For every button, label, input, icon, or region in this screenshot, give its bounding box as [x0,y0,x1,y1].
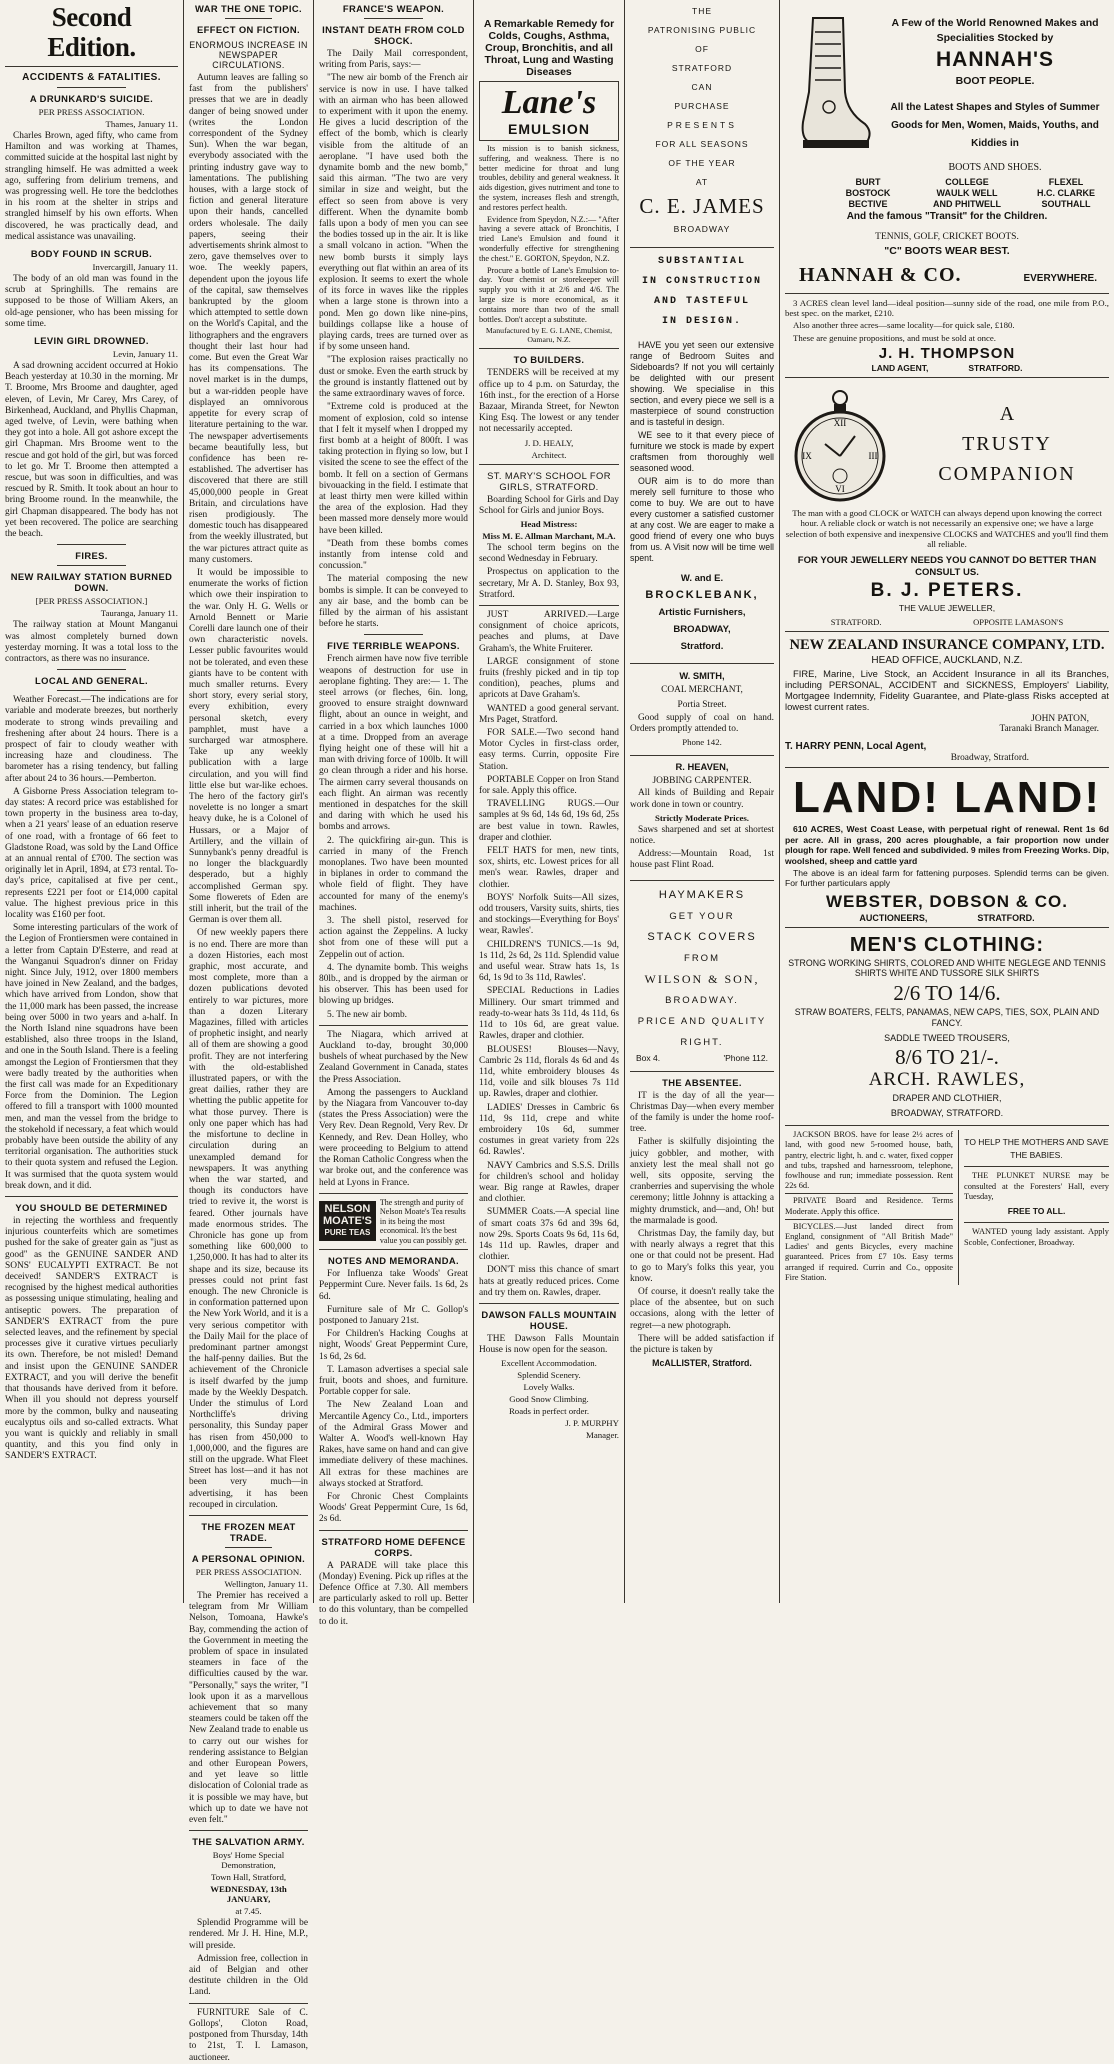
hannahs-ad-top [785,2,1109,177]
advert-text: Address:—Mountain Road, 1st house past Flint Road. [630,849,774,871]
column-4 [474,0,624,1603]
classified-ad: JACKSON BROS. have for lease 2½ acres of land, with good new 5-roomed house, bath, pantry, electric light, h. and c. water, fixed copper and tubs, trapshed and harnessroom, telephone, fowlhouse and run; immediate possession. Rent 22s 6d. [785,1130,953,1191]
advert-line: Town Hall, Stratford, [210,1872,287,1883]
advert-text: Admission free, collection in aid of Belgian and other destitute children in the Old Land. [189,1953,308,1998]
logo-line: PURE TEAS [324,1228,371,1238]
note-item: For Children's Hacking Coughs at night, Woods' Great Peppermint Cure, 1s 6d, 2s 6d. [319,1329,468,1362]
ad-line: TENNIS, GOLF, CRICKET BOOTS. [875,232,1019,242]
press-association: [PER PRESS ASSOCIATION.] [35,596,148,607]
classified-ad: LARGE consignment of stone fruits (freshly picked and in tip top condition), peaches, plums and apricots at Dave Graham's. [479,656,619,701]
article-kicker: WAR THE ONE TOPIC. [194,3,303,14]
dateline: Tauranga, January 11. [100,608,178,619]
article-text: "The explosion raises practically no dust or smoke. Even the earth struck by the ground is instantly flattened out by the same extraordinary waves of force. [319,355,468,400]
article-text: 2. The quickfiring air-gun. This is carried in many of the French monoplanes. Two have been mounted in biplanes in order to command the whole field of flight. They have accounted for many of the enemy's machines. [319,835,468,913]
article-text: 3. The shell pistol, reserved for action against the Zeppelins. A lucky shot from one of these will put a Zeppelin out of action. [319,916,468,960]
ad-name: R. HEAVEN, [675,761,729,773]
advert-heading: DAWSON FALLS MOUNTAIN HOUSE. [481,1308,617,1331]
article-kicker: FRANCE'S WEAPON. [342,3,445,14]
advert-text: Its mission is to banish sickness, suffering, and weakness. There is no better medicine for throat and lung troubles, debility and general weakness. It aids digestion, gives nutriment and tone to the system, increases flesh and strength, and restores perfect health. [479,144,619,212]
article-heading: THE FROZEN MEAT TRADE. [201,1521,296,1543]
advert-heading: A Remarkable Remedy for Colds, Coughs, Asthma, Croup, Bronchitis, and all Throat, Lung and Wasting Diseases [483,18,615,78]
note-item: The New Zealand Loan and Mercantile Agency Co., Ltd., importers of the Admiral Grass Mower and Walter A. Wood's well-known Hay Rakes, have same on hand and can give immediate delivery of these machines. All extras for these machines are always stocked at Stratford. [319,1400,468,1489]
advert-text: All kinds of Building and Repair work done in town or country. [630,788,774,810]
brand-name: WAULK WELL [936,188,998,198]
heaven-ad [630,760,774,788]
advert-line: Lovely Walks. [523,1382,575,1393]
advert-text: FIRE, Marine, Live Stock, an Accident Insurance in all its Branches, including PERSONAL, ACCIDENT and SICKNESS, Employers' Liability, Mortgagee Indemnity, Fidelity Guarantee, and Plate-glass Risks accepted at lowest current rates. [785,668,1109,713]
article-text: "Death from these bombs comes instantly from intense cold and concussion." [319,538,468,572]
ad-name: McALLISTER, Stratford. [652,1358,752,1369]
ad-line: STACK COVERS [647,930,757,943]
ad-line: Artistic Furnishers, [658,607,746,618]
advert-text: in rejecting the worthless and frequently injurious counterfeits which are sometimes pushed for the sake of greater gain as "just as good" as the GENUINE SANDER AND SONS' EUCALYPTI EXTRACT. Be not deceived! SANDER'S EXTRACT is recognised by the highest medical authorities as possessing unique stimulating, healing and antiseptic powers. The preparation of SANDER'S EXTRACT from the pure selected leaves, and the refinement by special processes give it curative virtues peculiarly its own. Therefore, be not misled! Demand and insist upon the GENUINE SANDER EXTRACT, and you will derive the benefit that thousands have derived from it before. When ill you should not depress yourself more by the common, bulky and nauseating eucalyptus oils and so-called extracts. What you want is quickly and reliably in small quantity, and this you find only in SANDER'S EXTRACT. [5,1216,178,1462]
advert-text: The school term begins on the second Wednesday in February. [479,542,619,565]
edition-title: Second Edition. [47,2,136,62]
ad-name: NEW ZEALAND INSURANCE COMPANY, LTD. [789,637,1105,654]
section-heading: ACCIDENTS & FATALITIES. [22,72,161,83]
logo-text: Lane's [501,84,597,121]
ad-name: J. H. THOMPSON [878,344,1016,362]
dateline: Levin, January 11. [112,349,178,360]
svg-text:III: III [868,450,878,461]
article-text: Weather Forecast.—The indications are for variable and moderate breezes, but northerly moderate to strong winds prevailing and freshening after about 24 hours. There is a prospect of fair to cloudy weather with increasing haze and cloudiness. The barometer has a rising tendency, but falling after about 24 to 36 hours.—Pemberton. [5,695,178,784]
ad-line: HEAD OFFICE, AUCKLAND, N.Z. [871,655,1023,667]
article-heading: INSTANT DEATH FROM COLD SHOCK. [322,24,465,46]
ad-line: "C" BOOTS WEAR BEST. [884,245,1010,257]
ad-line: EVERYWHERE. [1023,273,1097,284]
advert-text: Also another three acres—same locality—for quick sale, £180. [793,320,1015,331]
ad-line: FOR YOUR JEWELLERY NEEDS YOU CANNOT DO BETTER THAN CONSULT US. [797,555,1097,579]
land-headline: LAND! LAND! [793,773,1101,823]
article-text: Among the passengers to Auckland by the Niagara from Vancouver to-day (states the Press Association) were the Very Rev. Dean Regnold, Very Rev. Dr Kennedy, and Rev. Dean Holley, who were proceeding to Belgium to attend the Roman Catholic Congress when the war broke out, and the conference was held at Lyons in France. [319,1087,468,1188]
ad-line: TO HELP THE MOTHERS AND SAVE THE BABIES. [964,1137,1109,1161]
ad-line: Phone 142. [682,737,722,748]
ad-line: STRAW BOATERS, FELTS, PANAMAS, NEW CAPS, TIES, SOX, PLAIN AND FANCY. [794,1007,1100,1028]
ad-line: Broadway, Stratford. [950,753,1029,764]
article-text: The body of an old man was found in the scrub at Springhills. The remains are supposed to be those of William Akers, an old-age pensioner, who has been missing for some time. [5,274,178,329]
article-text: A sad drowning accident occurred at Hokio Beach yesterday at 10.30 in the morning. Mr T. Broome, Mrs Broome and daughter, aged eleven, of Levin, Mr Carey, Mrs Carey, of Birkenhead, Auckland, and Phyllis Chapman, aged twelve, of Levin, were bathing when they got into a hole. All got ashore except the girl Chapman. Mrs Broome went to the rescue and got hold of the girl, but was forced to let go. Mr T. Broome then attempted a rescue, but was soon in difficulties, and was rescued by R. Smith. It took about an hour to bring Broome round. In the meanwhile, the girl Chapman disappeared. The body has not yet been recovered. The police are searching the beach. [5,361,178,540]
lanes-emulsion-logo [479,81,619,141]
advert-text: Evidence from Speydon, N.Z.:— "After having a severe attack of Bronchitis, I tried Lane's Emulsion and found it wonderfully effective for strengthening the chest." E. GORTON, Speydon, N.Z. [479,214,619,263]
ad-price: 2/6 TO 14/6. [893,981,1001,1006]
ad-name: HANNAH'S [936,48,1054,71]
ad-line: Portia Street. [677,700,727,710]
dateline: Thames, January 11. [105,119,178,129]
peters-footer [785,617,1109,627]
article-text: Of new weekly papers there is no end. There are more than a dozen Histories, each most graphic, most accurate, and most complete, more than a dozen publications devoted entirely to war pictures, more than a dozen Literary Magazines, filled with articles of prophetic insight, and nearly all of them are showing a good profit. They are not interfering with the old-established illustrated papers, or with the great dailies, rather they are whetting the public appetite for what those purvey. There is only one paper which has had the misfortune to decline in circulation during an unexampled demand for newspapers. It was anything when the war started, and though its conductors have tried to revive it, the worst is feared. Other journals have made enormous strides. The Chronicle has gone up from something like 600,000 to 1,250,000. It has had to alter its shape and its size, because its presses could not print fast enough. The new Chronicle is in conformation patterned upon the New York World, and it is a very serious competitor with the Daily Mail for the place of predominant partner amongst the half-penny dailies. But the achievement of the Chronicle is itself dwarfed by the jump made by the Weekly Despatch. Under the stimulus of Lord Northcliffe's driving personality, this Sunday paper has risen from 450,000 to 1,000,000, and the figures are still on the upgrade. What Fleet Street has lost—and it has not been very much—in advertising, it has been recouped in circulation. [189,928,308,1510]
brand-list [785,177,1109,210]
nelson-moate-ad [319,1198,468,1246]
advert-line: at 7.45. [235,1906,262,1917]
article-text: "The new air bomb of the French air service is now in use. I have talked with an airman who has been allowed to experiment with it upon the enemy. He gives a lucid description of the effect of the bomb, which is clearly visible from the altitude of an aeroplane. "I have used both the dynamite bomb and the new bomb," said this airman. "The two are very similar in size and weight, but the effect so seen from above is very different. When the dynamite bomb falls upon a body of men you can see the bodies tossed up in the air. It is like a small volcano in action. "When the new bomb bursts it simply lays everything out flat within an area of its explosion. It seems to exert the whole of its force in waves like the ripples when a large stone is thrown into a pond. Men go down like nine-pins, buildings collapse like a house of playing cards, trees are turned over as if by some unseen hand. [319,73,468,353]
advert-heading: TO BUILDERS. [513,354,585,366]
ad-name: WILSON & SON, [644,971,760,986]
classified-ad: CHILDREN'S TUNICS.—1s 9d, 1s 11d, 2s 6d, 2s 11d. Splendid value and useful wear. Straw hats 1s, 1s 6d, 1s 9d to 3s 11d, Rawles'. [479,939,619,984]
dateline: Invercargill, January 11. [92,262,178,273]
advert-text: Of course, it doesn't really take the place of the absentee, but on such occasions, along with the letter of regret—a new photograph. [630,1287,774,1331]
ad-line: OF THE YEAR [668,158,736,168]
ad-line: AT [695,177,709,187]
note-item: For Influenza take Woods' Great Peppermint Cure. Never fails. 1s 6d, 2s 6d. [319,1269,468,1302]
advert-heading: ST. MARY'S SCHOOL FOR GIRLS, STRATFORD. [487,469,611,492]
classified-ad: BICYCLES.—Just landed direct from England, consignment of "All British Made" Ladies' and gents Bicycles, every machine guaranteed. Prices from £7 10s. Easy terms arranged if required. Currin and Co., opposite Fire Station. [785,1221,953,1282]
dateline: Wellington, January 11. [224,1579,308,1589]
ad-line: A [999,402,1015,425]
nelson-moate-logo [319,1201,376,1241]
ad-line: A Few of the World Renowned Makes and Specialities Stocked by [891,17,1099,44]
classified-ad: NAVY Cambrics and S.S.S. Drills for children's school and holiday wear. Big range at Rawles, draper and clothier. [479,1160,619,1205]
section-heading: FIRES. [75,550,108,562]
advert-text: The above is an ideal farm for fattening purposes. Splendid terms can be given. For further particulars apply [785,868,1109,889]
advert-text: 610 ACRES, West Coast Lease, with perpetual right of renewal. Rent 1s 6d per acre. All in grass, 200 acres ploughable, a fair proportion now under plough for rape. Well fenced and subdivided. 9 miles from Freezing Works. Dip, woolshed, sheep and cattle yard [785,824,1109,866]
note-item: Furniture sale of Mr C. Gollop's postponed to January 21st. [319,1304,468,1327]
ad-line: Box 4. [636,1052,661,1063]
advert-heading: STRATFORD HOME DEFENCE CORPS. [321,1535,466,1558]
article-heading: LEVIN GIRL DROWNED. [34,335,149,347]
ad-line: COMPANION [938,462,1076,485]
ad-line: RIGHT. [680,1036,724,1048]
article-text: Some interesting particulars of the work of the Legion of Frontiersmen were contained in a letter from Captain D'Esterre, and read at the Wanganui Squadron's dinner on Friday night. Since July, 1912, over 1800 members have joined in New Zealand, and the badges, which have arrived from London, show that the 11,000 mark has been passed, the increase being over 5000 in two years and a-half. In the North Island nine squadrons have been established, also three troops in the Island, and one in the South Island. There is a feeling amongst the Legion of Frontiersmen that they were badly treated by the authorities when the first call was made for an Expeditionary Force from the Dominion. The Legion offered to fill a transport with 1000 mounted men, and man the vessel from the bridge to the stokehold if necessary, a feat which would probably have been outside the ability of any territorial organisation. The authorities stuck to their quota system and refused the Legion. It was surmised that the quota system would break down, and it did. [5,923,178,1191]
ad-line: JOHN PATON, [1031,714,1089,725]
ad-name: C. E. JAMES [639,194,765,218]
section-heading: LOCAL AND GENERAL. [35,675,148,687]
article-heading: BODY FOUND IN SCRUB. [30,248,153,260]
classified-ad: PRIVATE Board and Residence. Terms Moderate. Apply this office. [785,1196,953,1216]
ad-line: OF [695,44,709,54]
article-text: French airmen have now five terrible weapons of destruction for use in aeroplane fighting. They are:— 1. The steel arrows (or fleches, 6in. long, grooved to ensure straight downward flight, about an ounce in weight, and carried in a box which launches 1000 at a time. Dropped from an average flying height one of these will hit a man with driving force of 100lb. It will go clean through a rider and his horse. The airmen carry several thousands on each flight. An airman was recently mentioned in despatches for the skill and daring with which he used his bombs and arrows. [319,654,468,833]
james-ad [630,2,774,239]
ad-line: THE [692,6,712,16]
article-heading: NEW RAILWAY STATION BURNED DOWN. [10,571,173,594]
ad-line: FOR ALL SEASONS [655,139,749,149]
advert-text: There will be added satisfaction if the picture is taken by [630,1333,774,1356]
advert-text: The man with a good CLOCK or WATCH can always depend upon knowing the correct hour. A reliable clock or watch is not necessarily an expensive one; we have a large selection of both expensive and inexpensive CLOCKS and WATCHES and you'll find them all reliable. [785,507,1109,550]
advert-text: WE see to it that every piece of furniture we stock is made by expert craftsmen from thoroughly well seasoned wood. [630,430,774,473]
peters-heading [905,399,1109,489]
ad-line: FROM [684,952,720,964]
brocklebank-sign [630,570,774,655]
ad-line: GET YOUR [669,910,735,922]
ad-name: W. SMITH, [679,670,725,681]
classified-ad: FELT HATS for men, new tints, sox, shirts, etc. Lowest prices for all men's wear. Rawles, draper and clothier. [479,846,619,890]
ad-line: BOOTS AND SHOES. [948,162,1042,173]
advert-line: J. D. HEALY, [524,437,574,448]
smith-ad [630,668,774,713]
ad-line: BROADWAY. [665,994,739,1006]
column-6 [780,0,1114,1603]
advert-text: OUR aim is to do more than merely sell furniture to those who come to buy. We are out to have every customer a satisfied customer at any cost. We are eager to make a good friend of every one who buys from us. A Visit now will be time well spent. [630,476,774,563]
ad-line: 'Phone 112. [723,1052,768,1063]
logo-line: MOATE'S [323,1215,372,1228]
article-text: Charles Brown, aged fifty, who came from Hamilton and was working at Thames, committed suicide at the hospital last night by strangling himself. He was admitted a week ago, suffering from delirium tremens, and was progressing well. He tore the bedclothes in his room at the shelter in strips and strangled himself by his own efforts. When discovered, he was practically dead, and medical assistance was unavailing. [5,131,178,242]
advert-heading: THE SALVATION ARMY. [192,1836,305,1848]
classified-ad: WANTED a good general servant. Mrs Paget, Stratford. [479,703,619,725]
note-item: T. Lamason advertises a special sale fruit, boots and shoes, and furniture. Portable copper for sale. [319,1364,468,1398]
hannahs-heading [881,2,1109,177]
ad-line: STRATFORD. [977,912,1035,923]
classified-column [959,1130,1109,1285]
ad-line: AUCTIONEERS, [859,912,928,923]
advert-line: Excellent Accommodation. [501,1358,597,1369]
brand-name: H.C. CLARKE [1036,188,1095,198]
advert-text: THE Dawson Falls Mountain House is now open for the season. [479,1333,619,1356]
ad-line: PRICE AND QUALITY [637,1015,767,1027]
article-heading: A DRUNKARD'S SUICIDE. [29,93,154,104]
brocklebank-heading [630,252,774,332]
thompson-footer [785,363,1109,373]
ad-line: AND TASTEFUL [653,296,750,307]
ad-line: STRATFORD. [830,617,882,628]
ad-name: MEN'S CLOTHING: [849,933,1045,956]
webster-footer [785,913,1109,923]
article-text: The Niagara, which arrived at Auckland to-day, brought 30,000 bushels of wheat purchased by the New Zealand Government in Canada, states the Press Association. [319,1029,468,1085]
svg-text:VI: VI [835,483,845,494]
ad-line: All the Latest Shapes and Styles of Summer Goods for Men, Women, Maids, Youths, and Kiddies in [890,102,1100,149]
boot-illustration [785,12,875,177]
classified-column [785,1130,959,1285]
advert-line: Architect. [531,449,567,460]
logo-subtext: EMULSION [508,121,590,137]
ad-line: STRONG WORKING SHIRTS, COLORED AND WHITE NEGLEGE AND TENNIS SHIRTS WHITE AND TUSSORE SILK SHIRTS [788,957,1106,979]
advert-text: Splendid Programme will be rendered. Mr J. H. Hine, M.P., will preside. [189,1918,308,1951]
advert-line: Manufactured by E. G. LANE, Chemist, Oamaru, N.Z. [485,326,613,345]
classified-ad: FOR SALE.—Two second hand Motor Cycles in first-class order, easy terms. Currin, opposite Fire Station. [479,728,619,772]
advert-line: Boys' Home Special Demonstration, [212,1850,285,1871]
ad-line: STRATFORD [671,63,733,73]
column-2 [184,0,313,2063]
ad-line: STRATFORD. [968,362,1023,373]
ad-line: Strictly Moderate Prices. [654,812,750,823]
wilson-contact [630,1053,774,1063]
classified-ad: BLOUSES! Blouses—Navy, Cambric 2s 11d, florals 4s 6d and 4s 11d, white embroidery blouses 4s 11d, voile and silk blouses 7s 11d up. Rawles, draper and clothier. [479,1044,619,1100]
classified-ad: PORTABLE Copper on Iron Stand for sale. Apply this office. [479,774,619,797]
ad-line: HAYMAKERS [658,888,746,901]
classified-ad: DON'T miss this chance of smart hats at greatly reduced prices. Come and try them on. Rawles, draper. [479,1265,619,1298]
brand-name: AND PHITWELL [932,199,1001,209]
ad-line: LAND AGENT, [871,362,929,373]
classified-ad: BOYS' Norfolk Suits—All sizes, odd trousers, Varsity suits, shirts, ties and stockings—Everything for Boys' wear, Rawles'. [479,892,619,937]
wilson-ad [630,885,774,1053]
ad-line: THE VALUE JEWELLER, [898,603,996,614]
brand-name: COLLEGE [945,177,989,187]
advert-line: Head Mistress: [520,518,578,529]
advert-text: A PARADE will take place this (Monday) Evening. Pick up rifles at the Defence Office at 7.30. All members are particularly asked to roll up. Better to do this voluntary, than be compelled to do it. [319,1560,468,1627]
ad-line: JOBBING CARPENTER. [652,776,752,787]
ad-line: SADDLE TWEED TROUSERS, [884,1033,1010,1044]
ad-line: PATRONISING PUBLIC [647,25,757,35]
classified-ad: TRAVELLING RUGS.—Our samples at 9s 6d, 14s 6d, 19s 6d, 25s are best value in town. Rawles, draper and clothier. [479,799,619,843]
ad-line: T. HARRY PENN, Local Agent, [785,741,927,753]
ad-line: And the famous "Transit" for the Children. [846,211,1048,222]
ad-name: HANNAH & CO. [799,264,962,286]
classified-ad: FURNITURE Sale of C. Gollops', Cloton Road, postponed from Thursday, 14th to 21st, T. I. Lamason, auctioneer. [189,2007,308,2063]
ad-line: CAN [691,82,713,92]
classified-ad: SUMMER Coats.—A special line of smart coats 37s 6d and 39s 6d, now 29s. Sports Coats 9s 6d, 11s 6d, 14s 11d up. Rawles, draper and clothier. [479,1207,619,1263]
column-3 [314,0,473,1627]
classified-ad: JUST ARRIVED.—Large consignment of choice apricots, peaches and plums, at Dave Graham's, the White Fruiterer. [479,609,619,654]
advert-heading: THE ABSENTEE. [662,1076,742,1088]
classified-ad: SPECIAL Reductions in Ladies Millinery. Our smart trimmed and ready-to-wear hats 3s 11d, 4s 11d, 6s 11d to 10s 6d, are great value. Rawles, draper and clothier. [479,986,619,1042]
ad-line: COAL MERCHANT, [661,685,743,695]
advert-text: HAVE you yet seen our extensive range of Bedroom Suites and Sideboards? If not you will certainly be delighted with our present showing. We specialise in this section, and every piece we sell is a masterpiece of sound construction and is tasteful in design. [630,340,774,427]
section-heading: NOTES AND MEMORANDA. [327,1255,460,1267]
brand-name: BOSTOCK [845,188,891,198]
advert-text: TENDERS will be received at my office up to 4 p.m. on Saturday, the 16th inst., for the erection of a Horse Bazaar, Miranda Street, for Newton King Esq. The lowest or any tender not necessarily accepted. [479,368,619,435]
ad-line: SUBSTANTIAL [657,256,746,267]
article-subheading: ENORMOUS INCREASE IN NEWSPAPER CIRCULATIONS. [189,40,308,70]
advert-line: WEDNESDAY, 13th JANUARY, [210,1884,287,1905]
peters-ad-top [785,384,1109,504]
column-5 [625,0,779,1603]
advert-text: Procure a bottle of Lane's Emulsion to-day. Your chemist or storekeeper will supply you with it at 2/6 and 4/6. The large size is more economical, as it contains more than two of the small bottles. Don't accept a substitute. [479,265,619,324]
ad-line: PRESENTS [667,120,737,130]
article-text: The Daily Mail correspondent, writing from Paris, says:— [319,49,468,71]
advert-text: Christmas Day, the family day, but with nearly always a regret that this one or that could not be present. Had to go to Mary's folks this year, you know. [630,1229,774,1284]
ad-line: FREE TO ALL. [1007,1206,1066,1217]
ad-line: BROADWAY, STRATFORD. [890,1108,1004,1119]
advert-text: THE PLUNKET NURSE may be consulted at the Foresters' Hall, every Tuesday, [964,1171,1109,1202]
ad-name: ARCH. RAWLES, [868,1069,1026,1091]
bottom-classifieds [785,1130,1109,1285]
classified-ad: LADIES' Dresses in Cambric 6s 11d, 9s 11d, crepe and white embroidery 10s 6d, summer costumes in great variety from 22s 6d. Rawles'. [479,1102,619,1158]
ad-line: W. and E. [680,573,724,584]
article-text: The material composing the new bombs is simple. It can be conveyed to any air base, and the bomb can be filled by the airman of his assistant before he starts. [319,574,468,630]
advert-text: The strength and purity of Nelson Moate's Tea results in its being the most economical. It's the best value you can possibly get. [379,1197,467,1245]
ad-price: 8/6 TO 21/-. [895,1045,999,1070]
ad-name: WEBSTER, DOBSON & CO. [825,891,1068,911]
note-item: For Chronic Chest Complaints Woods' Great Peppermint Cure, 1s 6d, 2s 6d. [319,1492,468,1525]
advert-line: Splendid Scenery. [517,1370,581,1381]
article-text: 5. The new air bomb. [327,1009,408,1020]
svg-text:IX: IX [802,450,812,461]
ad-line: Stratford. [680,641,724,652]
press-association: PER PRESS ASSOCIATION. [38,107,145,117]
ad-line: BOOT PEOPLE. [955,75,1035,87]
article-text: The Premier has received a telegram from Mr William Nelson, Tomoana, Hawke's Bay, commending the action of the Government in meeting the problem of space in insulated steamers in face of the difficulties caused by the war. "Personally," says the writer, "I look upon it as a marvellous achievement that so many steamers could be taken off the New Zealand trade to enable us to carry out our wishes for rendering assistance to Belgian and other European Powers, and yet leave so little dislocation of Colonial trade as it is possible we may have, but which up to date we have not even felt." [189,1591,308,1826]
advert-line: Roads in perfect order. [508,1406,590,1417]
article-heading: EFFECT ON FICTION. [196,24,301,35]
article-text: It would be impossible to enumerate the works of fiction which owe their inspiration to the war. Only H. G. Wells or Arnold Bennett or Marie Corelli dare launch one of their own characteristic novels. Lesser public favourites would not be tolerated, and even these giants have to be content with much smaller returns. Every short story, every serial story, every exhibition, every personal sketch, every pamphlet, must have a surcharged war atmosphere. Take up any weekly publication with a large circulation, and you will find little else but war-like echoes. The hero of the factory girl's novelette is no longer a smart heavy duke, he is a Colonel of Hussars, or a Major of Artillery, and the villain of Sunnybank's penny dreadful is no longer the blackguardly desperado, but a highly accomplished German spy. Some flowerets of Eden are still inherit, but the trail of the German is over them all. [189,567,308,926]
advert-text: Saws sharpened and set at shortest notice. [630,824,774,847]
boot-icon [785,12,875,162]
advert-text: 3 ACRES clean level land—ideal position—sunny side of the road, one mile from P.O., best spec. on the market, £210. [785,298,1109,319]
advert-text: Good supply of coal on hand. Orders promptly attended to. [630,713,774,735]
ad-name: BROCKLEBANK, [645,589,759,601]
article-text: Autumn leaves are falling so fast from the publishers' presses that we are in deadly danger of being snowed under (writes the London correspondent of the Sydney Sun). When the war began, everybody associated with the printing industry gave way to lamentations. The publishing houses, with a large stock of fiction and general literature upon their hands, cancelled orders wholesale. The daily papers, seeing their advertisements shrink almost to zero, gave themselves over to woe. The weekly papers, dependent upon the joyous life of the capital, saw themselves bankrupted by the gloom which attempted to settle down on the World's Capital, and the lithographers and the engravers thought their last hour had come. But even the Great War has its compensations. The novel market is in the dumps, but a war-ridden people have displayed an omnivorous appetite for every scrap of literature pertaining to the war. The newspaper advertisements became beautifully less, but confidence has been re-established. The advertiser has discovered that there are still 45,000,000 people in Great Britain, and circulations have risen prodigiously. The domestic touch has disappeared from the weekly illustrated, but the war pictures attract quite as many customers. [189,73,308,565]
advert-line: J. P. MURPHY [565,1418,619,1429]
ad-line: OPPOSITE LAMASON'S [973,617,1064,628]
article-text: "Extreme cold is produced at the moment of explosion, cold so intense that I felt it myself when I dropped my first bomb at a height of 800ft. I was taking protection in flying so low, but I visited the scene to see the effect of the bomb. It fell on a section of Germans bivouacking in the field. I estimate that at least thirty men were killed within the area of the explosion. Had they been massed more densely more would have been killed. [319,402,468,536]
advert-text: Prospectus on application to the secretary, Mr A. D. Stanley, Box 93, Stratford. [479,567,619,600]
advert-text: Boarding School for Girls and Day School for Girls and junior Boys. [479,494,619,516]
article-text: A Gisborne Press Association telegram to-day states: A record price was established for town property in the business area to-day, when a 21 years' lease of an eduation reserve of one road, with a frontage of 66 feet to Gladstone Road, was sold by the Land Office at an annual rental of £700. The section was originally let in April, 1894, at £73 rental. To-day's price, capitalised at five per cent., represents £221 per foot or £14,000 capital value. The highest previous price in this locality was £160 per foot. [5,786,178,920]
ad-line: IN CONSTRUCTION [641,276,762,287]
brand-name: BURT [855,177,881,187]
advert-text: Father is skilfully disjointing the juicy gobbler, and mother, with anxiety lest the meal shall not go well, sits opposite, serving the cranberries and supervising the whole ceremony; little Johnny is attacking a mighty drumstick, and—and, Oh! but the marmalade is good. [630,1137,774,1226]
ad-name: B. J. PETERS. [870,580,1024,602]
advert-line: Miss M. E. Allman Marchant, M.A. [482,530,616,541]
ad-line: TRUSTY [962,432,1052,455]
press-association: PER PRESS ASSOCIATION. [195,1567,302,1577]
article-subheading: A PERSONAL OPINION. [191,1553,306,1564]
hannahs-footer [785,258,1109,289]
ad-line: Taranaki Branch Manager. [999,724,1099,735]
ad-line: BROADWAY [673,224,731,234]
advert-heading: YOU SHOULD BE DETERMINED [15,1202,168,1214]
brand-name: SOUTHALL [1041,199,1091,209]
ad-line: DRAPER AND CLOTHIER, [892,1093,1002,1104]
svg-text:XII: XII [833,417,847,428]
ad-line: PURCHASE [674,101,730,111]
logo-line: NELSON [324,1203,371,1216]
advert-line: Manager. [586,1430,619,1441]
ad-line: IN DESIGN. [661,316,742,327]
article-text: 4. The dynamite bomb. This weighs 80lb., and is dropped by the airman or his observer. This has been used for blowing up bridges. [319,962,468,1007]
advert-line: Good Snow Climbing. [509,1394,589,1405]
brand-name: FLEXEL [1048,177,1084,187]
advert-text: IT is the day of all the year—Christmas Day—when every member of the family is under the home roof-tree. [630,1090,774,1135]
article-heading: FIVE TERRIBLE WEAPONS. [327,640,460,652]
advert-text: These are genuine propositions, and must be sold at once. [793,332,997,343]
column-1 [0,0,183,1603]
classified-ad: WANTED young lady assistant. Apply Scoble, Confectioner, Broadway. [964,1227,1109,1247]
article-text: The railway station at Mount Manganui was almost completely burned down yesterday morning. It was a total loss to the contractors, as there was no insurance. [5,620,178,664]
pocket-watch-icon [785,384,895,504]
ad-line: BROADWAY, [673,624,731,635]
brand-name: BECTIVE [848,199,888,209]
